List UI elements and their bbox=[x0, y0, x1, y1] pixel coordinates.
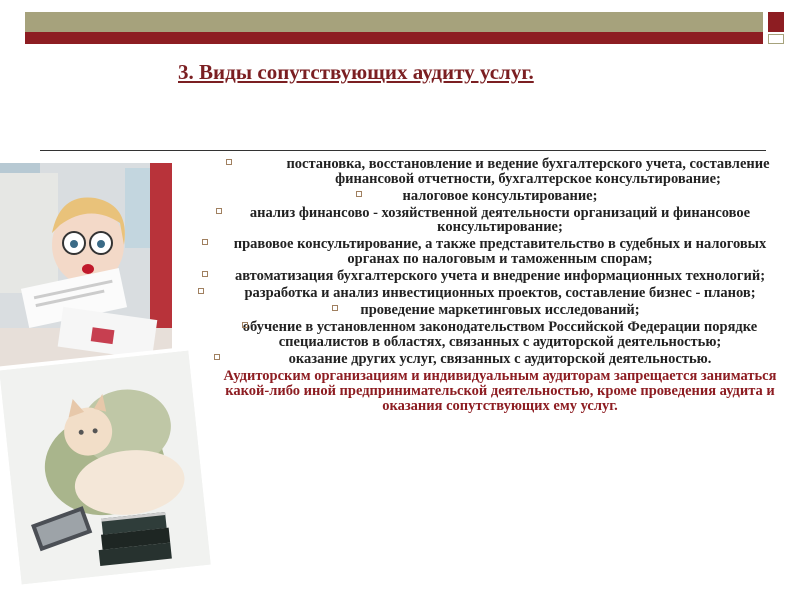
accountant-illustration bbox=[0, 163, 172, 387]
bullet-icon bbox=[216, 208, 222, 214]
corner-square-red bbox=[768, 12, 784, 32]
list-item-text: оказание других услуг, связанных с аудиторской деятельностью. bbox=[288, 351, 712, 368]
corner-square-outline bbox=[768, 34, 784, 44]
cat-illustration bbox=[0, 351, 211, 585]
list-item-text: обучение в установленном законодательством Российской Федерации порядке специалистов в областях, связанных с аудиторской деятельностью; bbox=[242, 319, 758, 351]
list-item-text: автоматизация бухгалтерского учета и внедрение информационных технологий; bbox=[234, 268, 766, 285]
title-divider bbox=[40, 150, 766, 151]
list-item bbox=[208, 157, 792, 186]
bullet-icon bbox=[332, 305, 338, 311]
photo-cat-with-laptop bbox=[0, 351, 211, 585]
bullet-icon bbox=[198, 288, 204, 294]
list-item bbox=[208, 352, 792, 367]
list-item-text: налоговое консультирование; bbox=[402, 187, 598, 204]
bullet-icon bbox=[214, 354, 220, 360]
list-item-text: проведение маркетинговых исследований; bbox=[360, 302, 640, 319]
header-bar-red bbox=[25, 32, 763, 44]
list-item bbox=[208, 237, 792, 266]
photo-accountant-at-desk bbox=[0, 163, 172, 387]
list-item bbox=[208, 206, 792, 235]
list-item bbox=[208, 189, 792, 204]
bullet-icon bbox=[242, 322, 248, 328]
bullet-icon bbox=[202, 271, 208, 277]
list-item-text: анализ финансово - хозяйственной деятельности организаций и финансовое консультирование; bbox=[249, 204, 751, 236]
services-list bbox=[208, 157, 792, 414]
list-item-text: постановка, восстановление и ведение бухгалтерского учета, составление финансовой отчетности, бухгалтерское консультирование; bbox=[286, 156, 770, 187]
prohibition-note: Аудиторским организациям и индивидуальным аудиторам запрещается заниматься какой-либо иной предпринимательской деятельностью, кроме проведения аудита и оказания сопутствующих ему услуг. bbox=[223, 368, 777, 415]
list-item bbox=[208, 269, 792, 284]
list-item-text: правовое консультирование, а также представительство в судебных и налоговых органах по налоговым и таможенным спорам; bbox=[233, 236, 767, 268]
bullet-icon bbox=[202, 239, 208, 245]
list-item bbox=[208, 320, 792, 349]
slide-title: 3. Виды сопутствующих аудиту услуг. bbox=[178, 60, 534, 84]
bullet-icon bbox=[226, 159, 232, 165]
bullet-icon bbox=[356, 191, 362, 197]
list-item-text: разработка и анализ инвестиционных проектов, составление бизнес - планов; bbox=[244, 285, 756, 302]
list-item bbox=[208, 286, 792, 301]
list-item bbox=[208, 303, 792, 318]
header-bar-olive bbox=[25, 12, 763, 32]
